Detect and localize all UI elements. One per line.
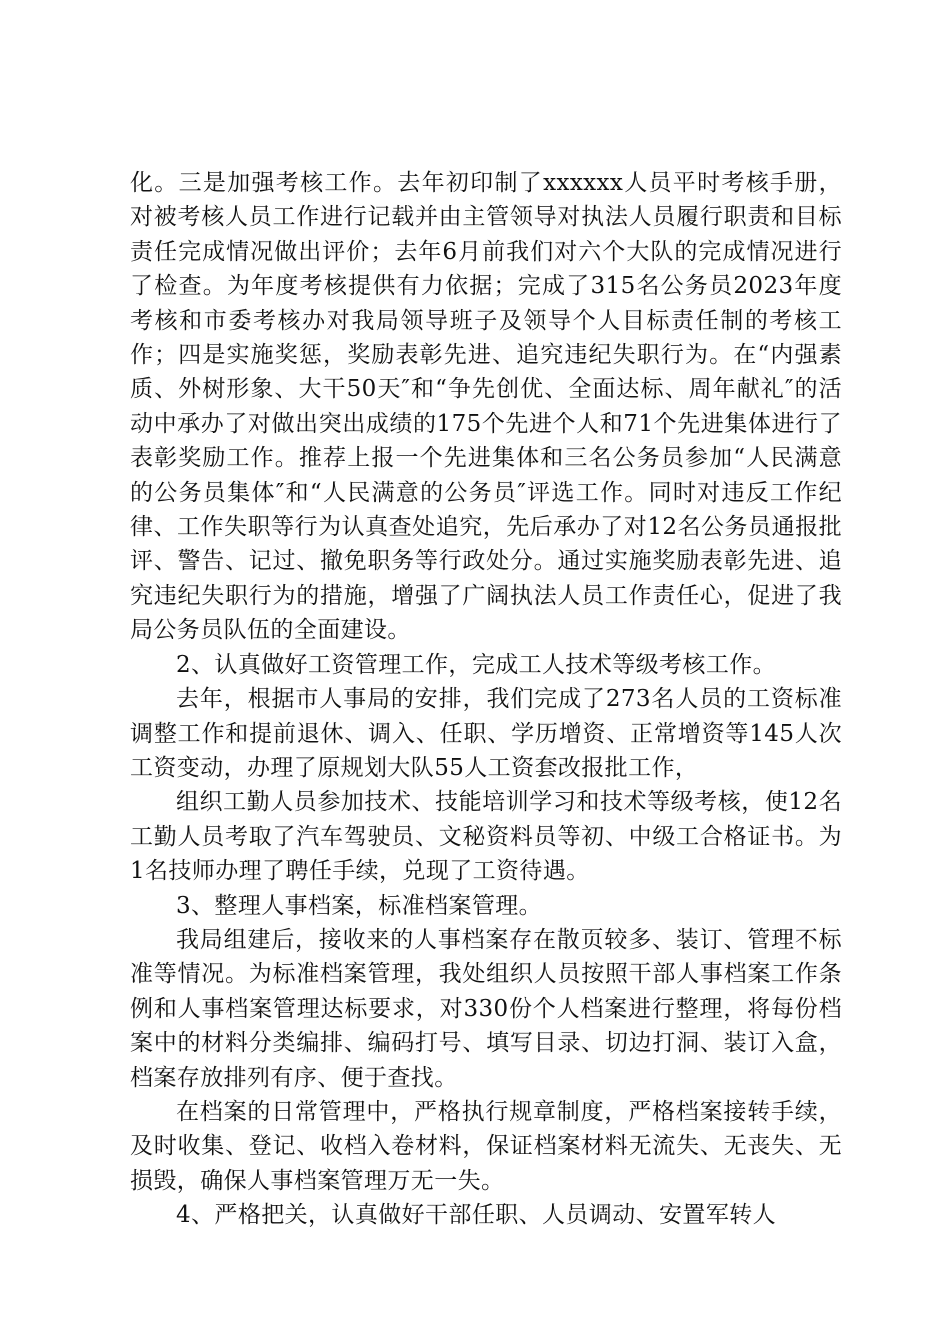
- heading-personnel-archives: 3、整理人事档案，标准档案管理。: [176, 892, 543, 919]
- paragraph-assessment-rewards: 化。三是加强考核工作。去年初印制了xxxxxx人员平时考核手册，对被考核人员工作进行记载并由主管领导对执法人员履行职责和目标责任完成情况做出评价；去年6月前我们对六个大队的完成情况进行了检查。为年度考核提供有力依据；完成了315名公务员2023年度考核和市委考核办对我局领导班子及领导个人目标责任制的考核工作；四是实施奖惩，奖励表彰先进、追究违纪失职行为。在“内强素质、外树形象、大干50天″和“争先创优、全面达标、周年献礼″的活动中承办了对做出突出成绩的175个先进个人和71个先进集体进行了表彰奖励工作。推荐上报一个先进集体和三名公务员参加“人民满意的公务员集体″和“人民满意的公务员″评选工作。同时对违反工作纪律、工作失职等行为认真查处追究，先后承办了对12名公务员通报批评、警告、记过、撤免职务等行政处分。通过实施奖励表彰先进、追究违纪失职行为的措施，增强了广阔执法人员工作责任心，促进了我局公务员队伍的全面建设。: [130, 170, 842, 644]
- heading-wage-management: 2、认真做好工资管理工作，完成工人技术等级考核工作。: [176, 651, 777, 678]
- paragraph-archive-organization: 我局组建后，接收来的人事档案存在散页较多、装订、管理不标准等情况。为标准档案管理，我处组织人员按照干部人事档案工作条例和人事档案管理达标要求，对330份个人档案进行整理，将每份档案中的材料分类编排、编码打号、填写目录、切边打洞、装订入盒，档案存放排列有序、便于查找。: [130, 926, 842, 1091]
- document-page: [130, 166, 842, 1233]
- paragraph-archive-daily-management: 在档案的日常管理中，严格执行规章制度，严格档案接转手续，及时收集、登记、收档入卷材料，保证档案材料无流失、无丧失、无损毁，确保人事档案管理万无一失。: [130, 1098, 842, 1194]
- heading-appointments-transfers: 4、严格把关，认真做好干部任职、人员调动、安置军转人: [176, 1202, 777, 1229]
- paragraph-wage-adjustment: 去年，根据市人事局的安排，我们完成了273名人员的工资标准调整工作和提前退休、调入、任职、学历增资、正常增资等145人次工资变动，办理了原规划大队55人工资套改报批工作，: [130, 686, 842, 781]
- paragraph-technical-grading: 组织工勤人员参加技术、技能培训学习和技术等级考核，使12名工勤人员考取了汽车驾驶员、文秘资料员等初、中级工合格证书。为1名技师办理了聘任手续，兑现了工资待遇。: [130, 789, 842, 885]
